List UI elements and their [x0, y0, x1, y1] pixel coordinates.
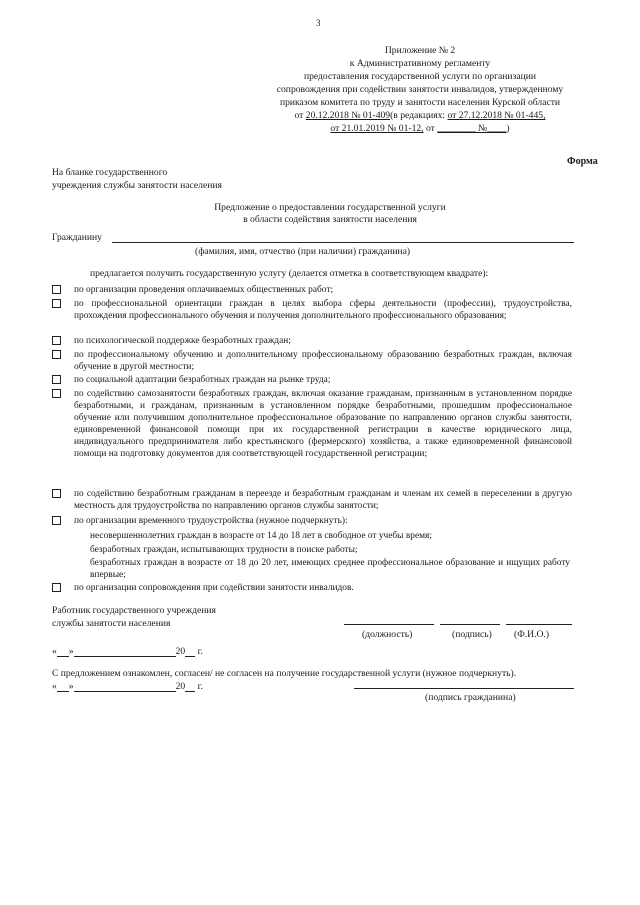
option-text: по содействию самозанятости безработных граждан, включая оказание гражданам, признанным в установленном порядке безработными, и гражданам, признанным в установленном порядке безработными, прошедшим профессиональное обучение или получившим дополнительное профессиональное образование по направлению органов службы занятости, единовременной финансовой помощи при их государственной регистрации в качестве юридического лица, индивидуального предпринимателя либо крестьянского (фермерского) хозяйства, а также единовременной финансовой помощи на подготовку документов для соответствующей государственной регистрации;	[74, 389, 572, 459]
worker-line: Работник государственного учреждения	[52, 605, 216, 616]
option-text: по содействию безработным гражданам в переезде и безработным гражданам и членам их семей в переселении в другую местность для трудоустройства по направлению органов службы занятости;	[74, 489, 572, 511]
appendix-line: Приложение № 2	[384, 45, 456, 56]
temp-sub-item: несовершеннолетних граждан в возрасте от 14 до 18 лет в свободное от учебы время;	[90, 531, 432, 541]
checkbox[interactable]	[52, 336, 61, 345]
appendix-line: к Административному регламенту	[349, 58, 491, 69]
text-fragment: от	[294, 110, 306, 121]
checkbox[interactable]	[52, 299, 61, 308]
appendix-line: предоставления государственной услуги по организации	[303, 71, 537, 82]
page-number: 3	[316, 18, 321, 28]
temp-sub-item: безработных граждан, испытывающих трудности в поиске работы;	[90, 545, 358, 555]
month-blank[interactable]	[74, 691, 176, 692]
option-text: по психологической поддержке безработных граждан;	[74, 336, 291, 346]
title-line: Предложение о предоставлении государственной услуги	[214, 202, 446, 213]
year-blank[interactable]	[185, 656, 195, 657]
option-public-works	[52, 284, 572, 296]
year-prefix: 20	[175, 681, 186, 692]
order-ref: 20.12.2018 № 01-409	[305, 110, 391, 121]
checkbox[interactable]	[52, 389, 61, 398]
option-self-employment	[52, 388, 572, 460]
option-training	[52, 349, 572, 373]
day-blank[interactable]	[57, 691, 69, 692]
checkbox[interactable]	[52, 516, 61, 525]
title-line: в области содействия занятости населения	[243, 214, 417, 225]
text-fragment: от	[423, 123, 438, 134]
document-title	[150, 202, 510, 226]
quote-close: »	[68, 646, 74, 657]
agreement-text: С предложением ознакомлен, согласен/ не согласен на получение государственной услуги (нужное подчеркнуть).	[52, 668, 517, 679]
order-ref: ________ №____	[437, 123, 507, 134]
citizen-label: Гражданину	[52, 232, 102, 243]
signature-line[interactable]	[440, 624, 500, 625]
worker-date	[52, 646, 203, 657]
option-psych-support	[52, 335, 572, 347]
option-career-guidance	[52, 298, 572, 322]
year-suffix: г.	[195, 681, 203, 692]
citizen-date	[52, 681, 203, 692]
citizen-name-hint: (фамилия, имя, отчество (при наличии) гражданина)	[195, 246, 411, 257]
appendix-line: приказом комитета по труду и занятости населения Курской области	[279, 97, 561, 108]
option-social-adaptation	[52, 374, 572, 386]
text-fragment: (в редакциях:	[390, 110, 448, 121]
appendix-header	[270, 44, 570, 135]
option-temp-employment	[52, 515, 572, 527]
option-text: по организации проведения оплачиваемых общественных работ;	[74, 285, 334, 295]
month-blank[interactable]	[74, 656, 176, 657]
checkbox[interactable]	[52, 285, 61, 294]
checkbox[interactable]	[52, 583, 61, 592]
option-text: по профессиональной ориентации граждан в целях выбора сферы деятельности (профессии), трудоустройства, прохождения профессионального обучения и получения дополнительного профессионального образования;	[74, 299, 572, 321]
worker-line: службы занятости населения	[52, 618, 171, 629]
year-prefix: 20	[175, 646, 186, 657]
name-caption: (Ф.И.О.)	[514, 629, 550, 640]
checkbox[interactable]	[52, 489, 61, 498]
signature-caption: (подпись)	[452, 629, 492, 640]
year-blank[interactable]	[185, 691, 195, 692]
citizen-signature-caption: (подпись гражданина)	[425, 692, 516, 703]
position-caption: (должность)	[362, 629, 413, 640]
temp-sub-item: безработных граждан в возрасте от 18 до 20 лет, имеющих среднее профессиональное образование и ищущих работу впервые;	[90, 558, 570, 580]
checkbox[interactable]	[52, 350, 61, 359]
citizen-name-line[interactable]	[112, 242, 574, 243]
order-ref: от 27.12.2018 № 01-445,	[447, 110, 546, 121]
appendix-line: сопровождения при содействии занятости инвалидов, утвержденному	[276, 84, 564, 95]
option-text: по организации сопровождения при содействии занятости инвалидов.	[74, 583, 354, 593]
option-text: по профессиональному обучению и дополнительному профессиональному образованию безработных граждан, включая обучение в другой местности;	[74, 350, 572, 372]
quote-open: «	[52, 681, 57, 692]
worker-label	[52, 604, 216, 630]
letterhead-line: учреждения службы занятости населения	[52, 180, 222, 191]
quote-open: «	[52, 646, 57, 657]
intro-text: предлагается получить государственную услугу (делается отметка в соответствующем квадрате):	[90, 268, 489, 279]
text-fragment: )	[506, 123, 510, 134]
option-text: по социальной адаптации безработных граждан на рынке труда;	[74, 375, 331, 385]
day-blank[interactable]	[57, 656, 69, 657]
citizen-signature-line[interactable]	[354, 688, 574, 689]
checkbox[interactable]	[52, 375, 61, 384]
option-disability-support	[52, 582, 572, 594]
year-suffix: г.	[195, 646, 203, 657]
appendix-line-6	[270, 109, 570, 122]
quote-close: »	[68, 681, 74, 692]
form-label: Форма	[567, 156, 598, 167]
option-relocation	[52, 488, 572, 512]
appendix-line-7	[270, 122, 570, 135]
position-line[interactable]	[344, 624, 434, 625]
order-ref: от 21.01.2019 № 01-12,	[330, 123, 424, 134]
letterhead-note	[52, 166, 222, 192]
letterhead-line: На бланке государственного	[52, 167, 168, 178]
name-line[interactable]	[506, 624, 572, 625]
option-text: по организации временного трудоустройства (нужное подчеркнуть):	[74, 516, 348, 526]
